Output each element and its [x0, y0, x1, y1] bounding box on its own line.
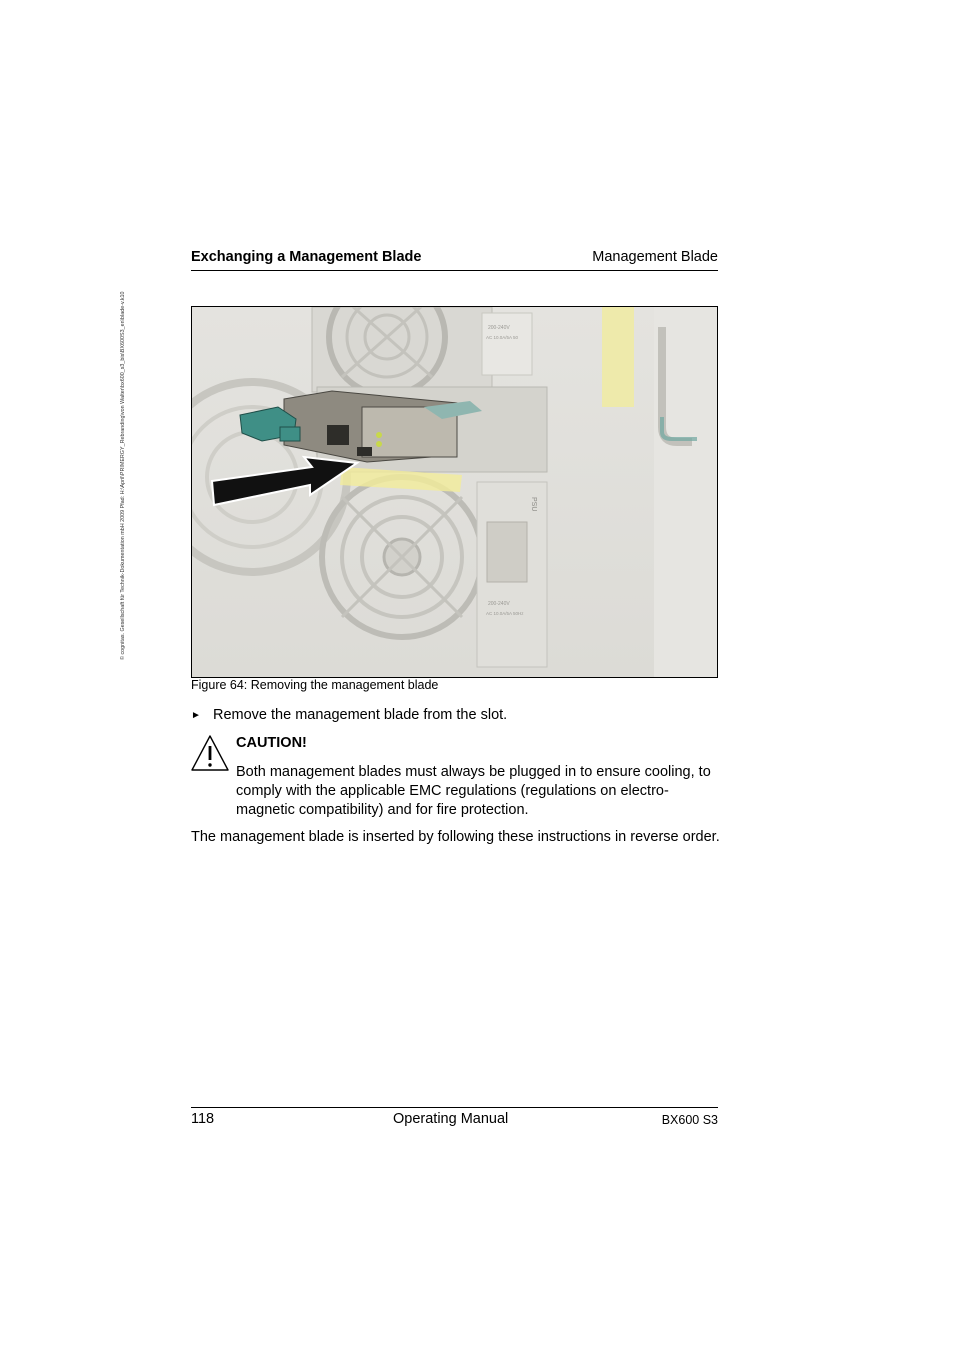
caution-text: Both management blades must always be plugged in to ensure cooling, to comply with the applicable EMC regulations (regulations on electro-magnetic compatibility) and for fire protection.	[236, 764, 711, 818]
product-name: BX600 S3	[661, 1113, 718, 1127]
page-footer	[191, 1107, 718, 1132]
top-psu-rating-2: AC 10.0A/5A 50	[486, 335, 519, 340]
body-paragraph: The management blade is inserted by following these instructions in reverse order.	[191, 829, 720, 845]
figure-photo	[191, 306, 718, 678]
instruction-text: Remove the management blade from the slot.	[213, 707, 508, 723]
figure-caption: Figure 64: Removing the management blade	[191, 678, 439, 692]
section-title: Exchanging a Management Blade	[191, 249, 422, 265]
chapter-title: Management Blade	[592, 249, 718, 265]
page-header	[191, 248, 718, 271]
triangle-bullet-icon: ►	[191, 710, 201, 721]
caution-warning-icon	[190, 734, 230, 772]
top-psu-rating: 200-240V	[488, 325, 510, 331]
document-title: Operating Manual	[393, 1111, 509, 1127]
bottom-psu-rating: 200-240V	[488, 601, 510, 607]
page-number: 118	[191, 1111, 215, 1127]
caution-title: CAUTION!	[236, 735, 307, 751]
bottom-psu-rating-2: AC 10.0A/5A 50Hz	[486, 611, 524, 616]
management-blade-illustration	[192, 307, 717, 677]
side-copyright-note: © cognitas. Gesellschaft für Technik-Dokumentation mbH 2009 Pfad: H:\April\PRIMERGY_Rebranding\von Walter\bx600_s3_bis\BX600S3_en\blade-v.k10	[120, 291, 126, 660]
psu-label: PSU	[530, 497, 537, 512]
